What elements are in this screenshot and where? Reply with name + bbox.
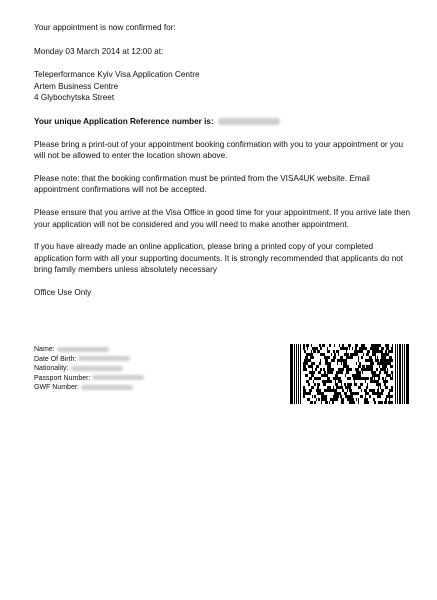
documents-notice: If you have already made an online application, please bring a printed copy of your completed application form with all your supporting documents. It is strongly recommended that applicants do not bring family members unless absolutely necessary <box>34 242 404 275</box>
gwf-label: GWF Number: <box>34 384 80 392</box>
reference-number-line <box>34 116 414 128</box>
redacted-value <box>78 356 130 361</box>
printing-source-notice: Please note: that the booking confirmation must be printed from the VISA4UK website. Email appointment confirmations will not be accepted. <box>34 173 370 195</box>
nationality-label: Nationality: <box>34 365 69 373</box>
redacted-value <box>92 375 144 380</box>
office-use-heading: Office Use Only <box>34 287 92 297</box>
intro-text: Your appointment is now confirmed for: <box>34 23 176 32</box>
name-label: Name: <box>34 346 55 353</box>
address-line-1: Teleperformance Kyiv Visa Application Centre <box>34 70 200 80</box>
applicant-details <box>34 345 144 393</box>
redacted-value <box>57 347 109 352</box>
redacted-value <box>81 385 133 390</box>
redacted-reference-number <box>218 118 280 125</box>
detail-row-passport <box>34 374 144 384</box>
detail-row-name <box>34 345 144 355</box>
address-line-2: Artem Business Centre <box>34 81 119 91</box>
passport-label: Passport Number: <box>34 374 91 382</box>
location-address <box>34 69 414 104</box>
pdf417-barcode <box>290 344 410 404</box>
printout-notice: Please bring a print-out of your appointment booking confirmation with you to your appointment or you will not be allowed to enter the location shown above. <box>34 139 404 161</box>
letter-body <box>34 22 414 299</box>
detail-row-nationality <box>34 364 144 374</box>
reference-label: Your unique Application Reference number is: <box>34 116 214 126</box>
address-line-3: 4 Glybochytska Street <box>34 93 115 103</box>
detail-row-dob <box>34 355 144 365</box>
redacted-value <box>71 366 123 371</box>
detail-row-gwf <box>34 383 144 393</box>
arrival-notice: Please ensure that you arrive at the Visa Office in good time for your appointment. If you arrive late then your application will not be considered and you will need to make another appointment. <box>34 207 411 229</box>
appointment-datetime: Monday 03 March 2014 at 12:00 at: <box>34 46 164 56</box>
dob-label: Date Of Birth: <box>34 355 77 363</box>
